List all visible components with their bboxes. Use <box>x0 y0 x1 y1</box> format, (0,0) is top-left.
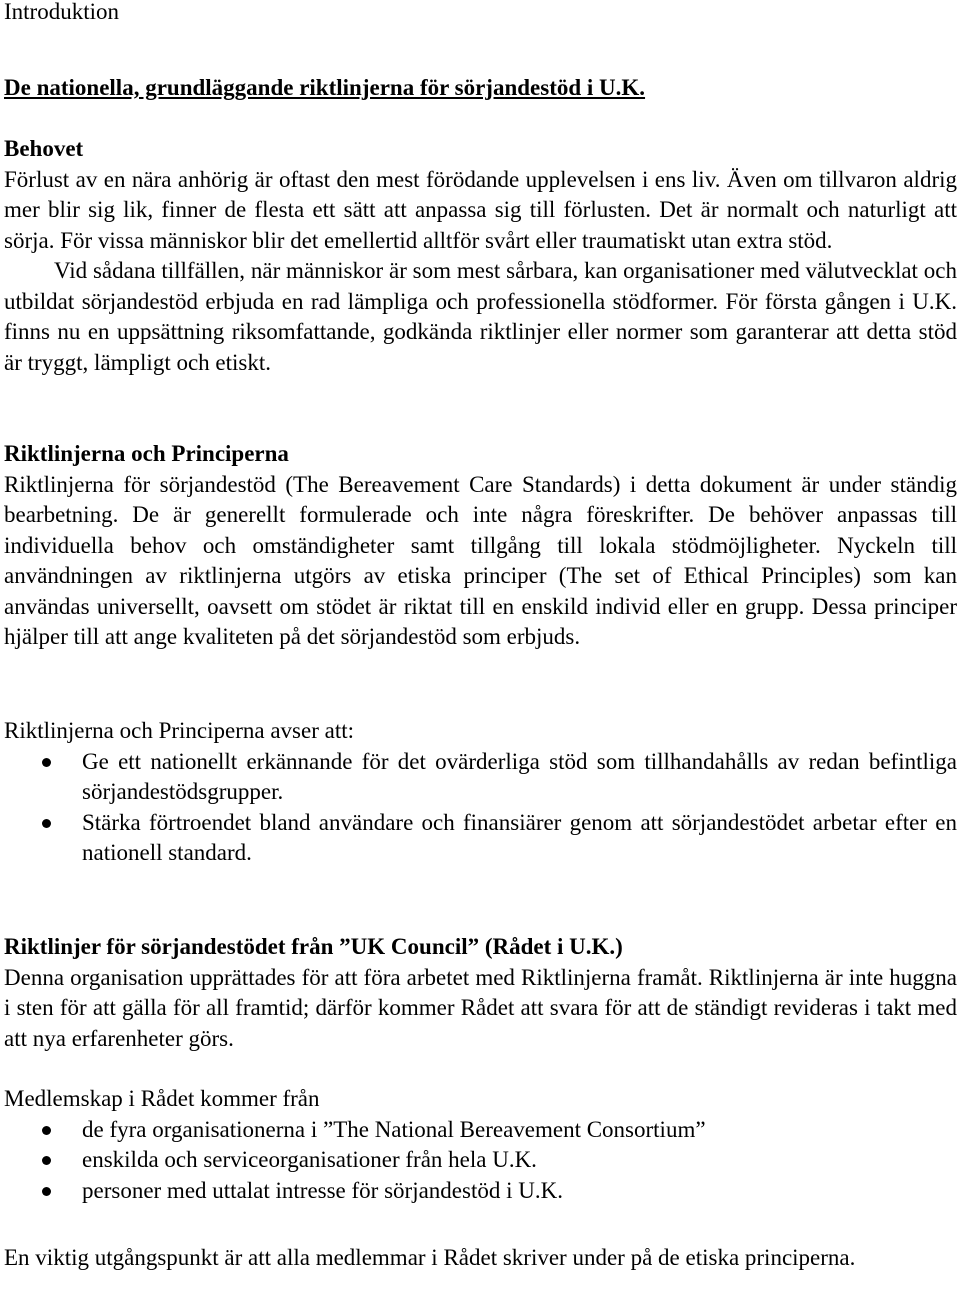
list-item: de fyra organisationerna i ”The National Bereavement Consortium” <box>4 1115 957 1146</box>
list-item: enskilda och serviceorganisationer från hela U.K. <box>4 1145 957 1176</box>
paragraph: En viktig utgångspunkt är att alla medlemmar i Rådet skriver under på de etiska principerna. <box>4 1245 856 1270</box>
section-heading: Behovet <box>4 136 84 161</box>
section-heading: Riktlinjer för sörjandestödet från ”UK Council” (Rådet i U.K.) <box>4 934 623 959</box>
bullet-icon <box>42 1187 51 1196</box>
members-section <box>4 1084 957 1206</box>
section-riktlinjerna <box>4 439 957 653</box>
section-behovet <box>4 134 957 378</box>
list-item: Ge ett nationellt erkännande för det ovärderliga stöd som tillhandahålls av redan befintliga sörjandestödsgrupper. <box>4 747 957 808</box>
intro-label: Introduktion <box>4 0 119 24</box>
list-item: Stärka förtroendet bland användare och finansiärer genom att sörjandestödet arbetar efter en nationell standard. <box>4 808 957 869</box>
list-item: personer med uttalat intresse för sörjandestöd i U.K. <box>4 1176 957 1207</box>
section-heading: Riktlinjerna och Principerna <box>4 441 289 466</box>
members-list <box>4 1115 957 1207</box>
closing-section <box>4 1243 957 1274</box>
members-lead: Medlemskap i Rådet kommer från <box>4 1086 320 1111</box>
section-council <box>4 932 957 1054</box>
aims-list <box>4 747 957 869</box>
paragraph: Vid sådana tillfällen, när människor är som mest sårbara, kan organisationer med välutvecklat och utbildat sörjandestöd erbjuda en rad lämpliga och professionella stödformer. För första gången i U.K. finns nu en uppsättning riksomfattande, godkända riktlinjer eller normer som garanterar att detta stöd är tryggt, lämpligt och etiskt. <box>4 258 957 375</box>
bullet-icon <box>42 758 51 767</box>
main-title: De nationella, grundläggande riktlinjerna för sörjandestöd i U.K. <box>4 75 646 100</box>
paragraph: Denna organisation upprättades för att föra arbetet med Riktlinjerna framåt. Riktlinjerna är inte huggna i sten för att gälla för all framtid; därför kommer Rådet att svara för att de ständigt revideras i takt med att nya erfarenheter görs. <box>4 964 957 1051</box>
aims-lead: Riktlinjerna och Principerna avser att: <box>4 718 354 743</box>
bullet-icon <box>42 819 51 828</box>
bullet-icon <box>42 1156 51 1165</box>
paragraph: Förlust av en nära anhörig är oftast den mest förödande upplevelsen i ens liv. Även om tillvaron aldrig mer blir sig lik, finner de flesta ett sätt att anpassa sig till förlusten. Det är normalt och naturligt att sörja. För vissa människor blir det emellertid alltför svårt eller traumatiskt utan extra stöd. <box>4 166 957 253</box>
bullet-icon <box>42 1126 51 1135</box>
aims-section <box>4 716 957 869</box>
paragraph: Riktlinjerna för sörjandestöd (The Bereavement Care Standards) i detta dokument är under ständig bearbetning. De är generellt formulerade och inte några föreskrifter. De behöver anpassas till individuella behov och omständigheter samt tillgång till lokala stödmöjligheter. Nyckeln till användningen av riktlinjerna utgörs av etiska principer (The set of Ethical Principles) som kan användas universellt, oavsett om stödet är riktat till en enskild individ eller en grupp. Dessa principer hjälper till att ange kvaliteten på det sörjandestöd som erbjuds. <box>4 471 957 649</box>
